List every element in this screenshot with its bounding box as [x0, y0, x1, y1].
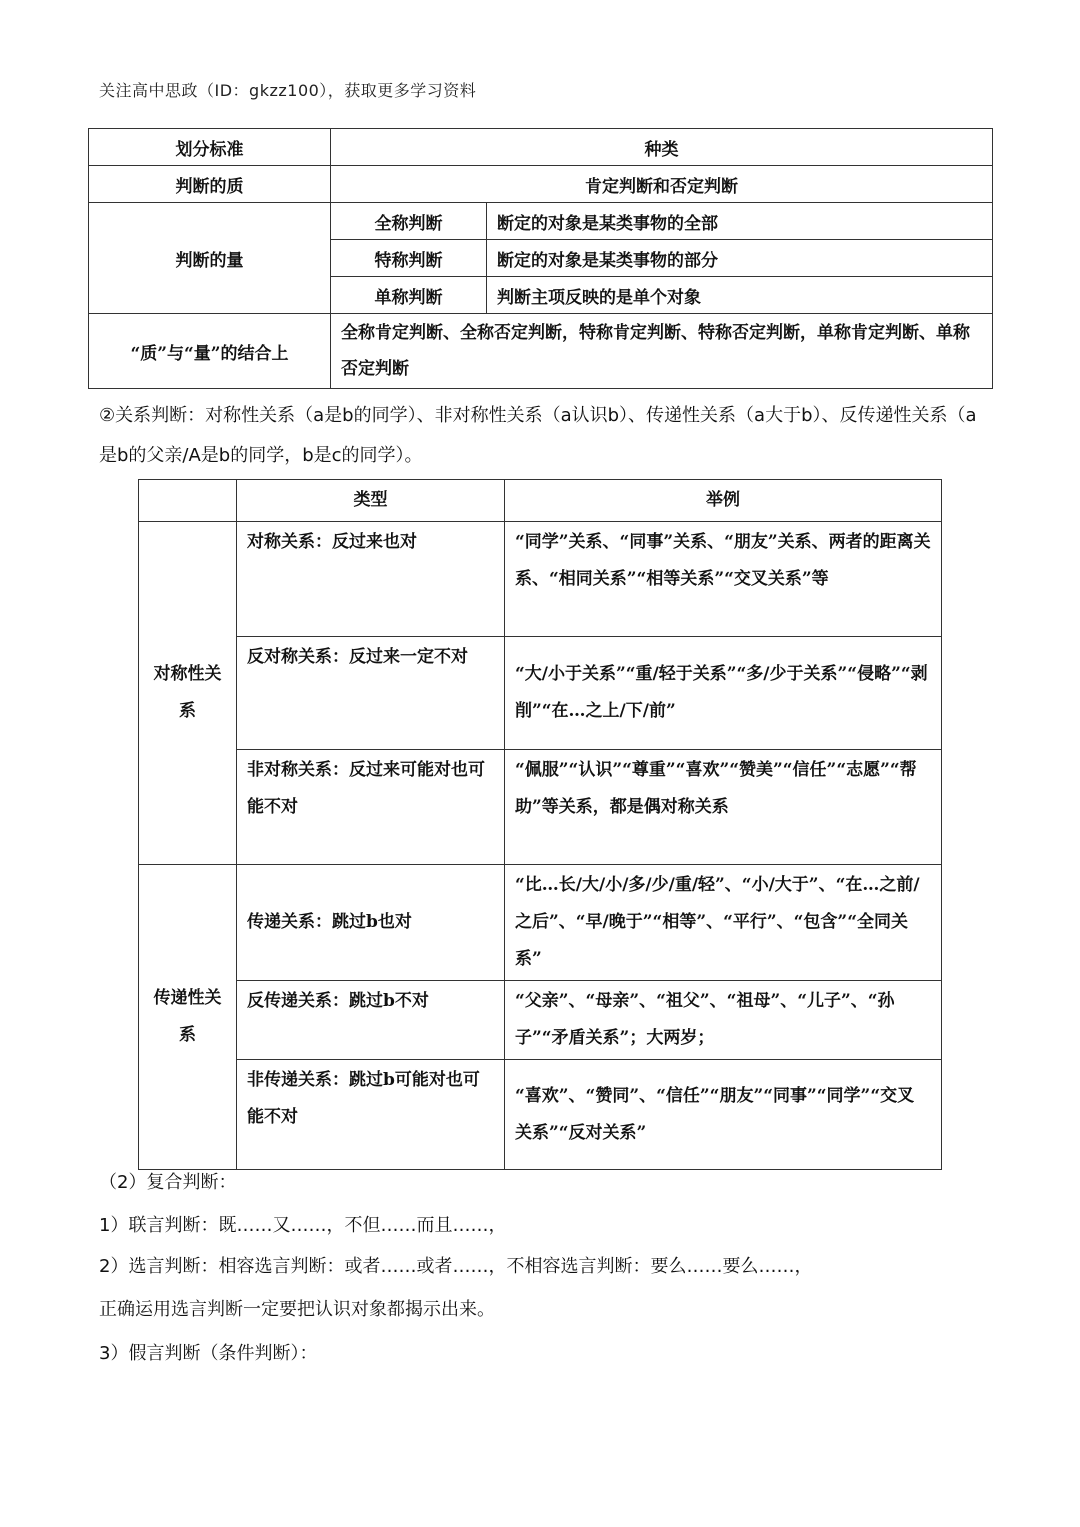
table-cell: “比…长/大/小/多/少/重/轻”、“小/大于”、“在…之前/之后”、“早/晚于”“相等”、“平行”、“包含”“全同关系” [505, 865, 942, 981]
table-header-cell: 划分标准 [89, 129, 331, 166]
relation-judgment-paragraph: ②关系判断：对称性关系（a是b的同学）、非对称性关系（a认识b）、传递性关系（a大于b）、反传递性关系（a是b的父亲/A是b的同学，b是c的同学）。 [99, 405, 977, 466]
table-cell: 判断主项反映的是单个对象 [487, 277, 993, 314]
table-cell: “大/小于关系”“重/轻于关系”“多/少于关系”“侵略”“剥削”“在…之上/下/前” [505, 637, 942, 750]
table-row [139, 750, 942, 865]
table-cell: 特称判断 [331, 240, 487, 277]
table-cell: 反对称关系：反过来一定不对 [237, 637, 505, 750]
table-row [89, 203, 993, 240]
table-cell: 断定的对象是某类事物的部分 [487, 240, 993, 277]
judgment-classification-table [88, 128, 993, 389]
table-row [139, 480, 942, 522]
table-cell: 非传递关系：跳过b可能对也可能不对 [237, 1060, 505, 1170]
table-header-cell: 种类 [331, 129, 993, 166]
table-cell: “同学”关系、“同事”关系、“朋友”关系、两者的距离关系、“相同关系”“相等关系”“交叉关系”等 [505, 522, 942, 637]
table-cell: 非对称关系：反过来可能对也可能不对 [237, 750, 505, 865]
table-row [139, 981, 942, 1060]
table-row [139, 522, 942, 637]
table-row [89, 314, 993, 389]
table-cell: “质”与“量”的结合上 [89, 314, 331, 389]
table-cell: 判断的量 [89, 203, 331, 314]
table-cell: 判断的质 [89, 166, 331, 203]
table-row [139, 637, 942, 750]
disjunctive-judgment-line: 2）选言判断：相容选言判断：或者……或者……，不相容选言判断：要么……要么……， [99, 1256, 813, 1277]
table-cell: 全称肯定判断、全称否定判断，特称肯定判断、特称否定判断，单称肯定判断、单称否定判断 [331, 314, 993, 389]
table-row [89, 129, 993, 166]
table-header-cell [139, 480, 237, 522]
table-cell: 全称判断 [331, 203, 487, 240]
table-cell: 对称关系：反过来也对 [237, 522, 505, 637]
page-header: 关注高中思政（ID：gkzz100），获取更多学习资料 [99, 81, 477, 100]
table-cell: 反传递关系：跳过b不对 [237, 981, 505, 1060]
table-header-cell: 举例 [505, 480, 942, 522]
table-cell: 单称判断 [331, 277, 487, 314]
compound-judgment-title: （2）复合判断： [99, 1172, 237, 1193]
group-label-cell: 对称性关系 [139, 522, 237, 865]
table-row [139, 865, 942, 981]
table-cell: 断定的对象是某类事物的全部 [487, 203, 993, 240]
table-cell: 传递关系：跳过b也对 [237, 865, 505, 981]
group-label-cell: 传递性关系 [139, 865, 237, 1170]
hypothetical-judgment-line: 3）假言判断（条件判断）： [99, 1343, 318, 1364]
disjunctive-note-line: 正确运用选言判断一定要把认识对象都揭示出来。 [99, 1299, 495, 1320]
table-cell: “喜欢”、“赞同”、“信任”“朋友”“同事”“同学”“交叉关系”“反对关系” [505, 1060, 942, 1170]
table-row [139, 1060, 942, 1170]
table-cell: “父亲”、“母亲”、“祖父”、“祖母”、“儿子”、“孙子”“矛盾关系”；大两岁； [505, 981, 942, 1060]
relation-types-table [138, 479, 942, 1170]
table-row [89, 166, 993, 203]
table-cell: “佩服”“认识”“尊重”“喜欢”“赞美”“信任”“志愿”“帮助”等关系，都是偶对称关系 [505, 750, 942, 865]
conjunctive-judgment-line: 1）联言判断：既……又……，不但……而且……， [99, 1215, 507, 1236]
table-cell: 肯定判断和否定判断 [331, 166, 993, 203]
table-header-cell: 类型 [237, 480, 505, 522]
